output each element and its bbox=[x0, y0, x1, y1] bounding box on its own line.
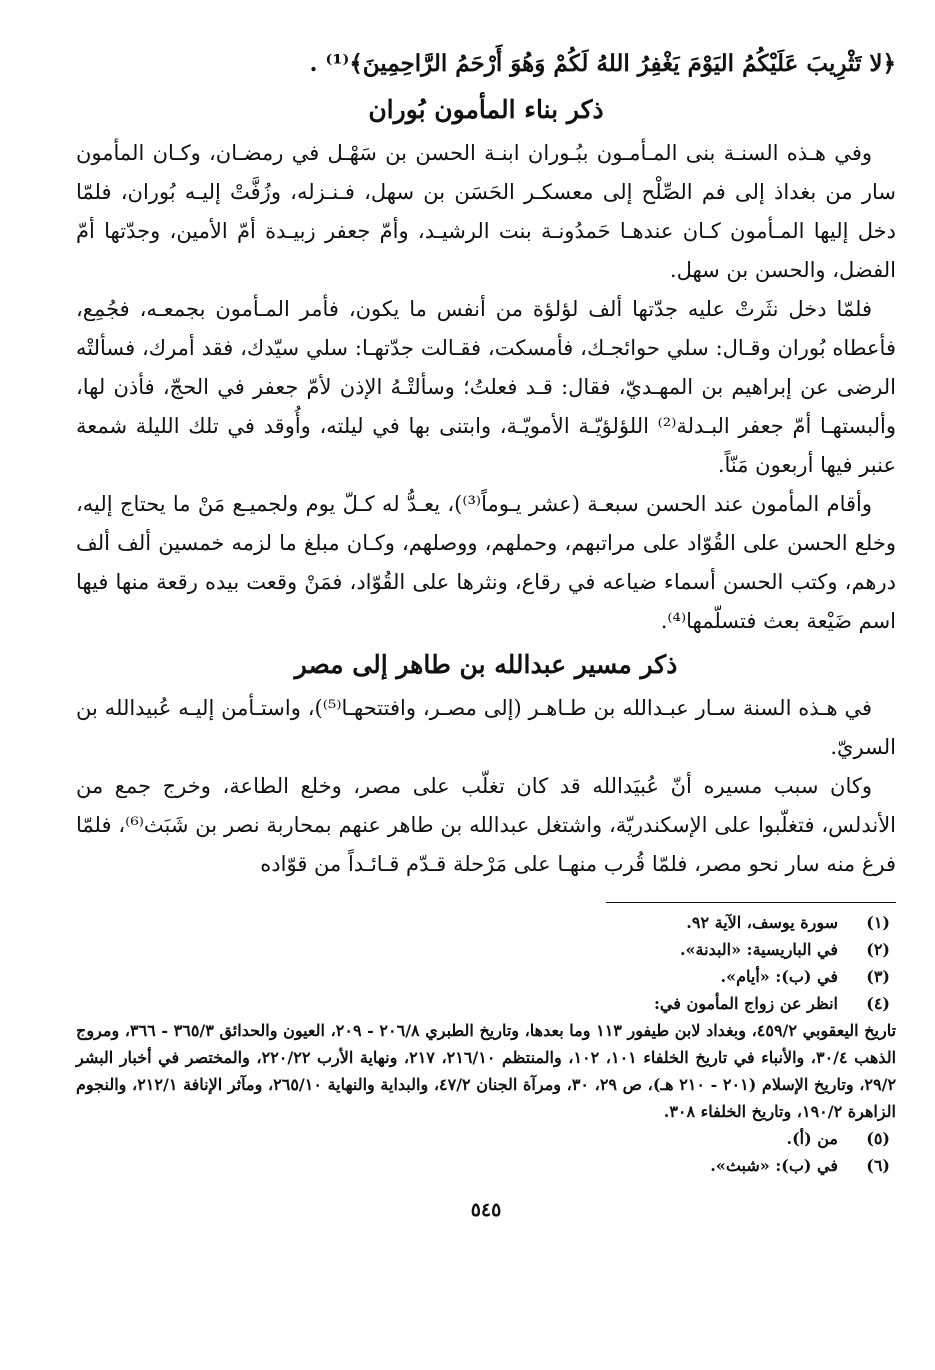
page-number: ٥٤٥ bbox=[470, 1199, 502, 1221]
section-title-egypt: ذكر مسير عبدالله بن طاهر إلى مصر bbox=[294, 650, 678, 679]
footnote-number: (٢) bbox=[866, 940, 890, 959]
footnote-item bbox=[76, 963, 896, 990]
footnote-4-references: تاريخ اليعقوبي ٤٥٩/٢، وبغداد لابن طيفور ١١٣ وما بعدها، وتاريخ الطبري ٢٠٦/٨ - ٢٠٩، العيون والحدائق ٣٦٥/٣ - ٣٦٦، ومروج الذهب ٣٠/٤، والأنباء في تاريخ الخلفاء ١٠١، ١٠٢، والمنتظم ٢١٦/١٠، ٢١٧، ونهاية الأرب ٢٢٠/٢٢، والمختصر في أخبار البشر ٢٩/٢، وتاريخ الإسلام (٢٠١ - ٢١٠ هـ)، ص ٢٩، ٣٠، ومرآة الجنان ٤٧/٢، والبداية والنهاية ٢٦٥/١٠، ومآثر الإنافة ٢١٢/١، والنجوم الزاهرة ١٩٠/٢، وتاريخ الخلفاء ٣٠٨. bbox=[76, 1021, 897, 1121]
paragraph: في هـذه السنة سـار عبـدالله بن طـاهـر (إلى مصـر، وافتتحهـا⁽⁵⁾)، واستـأمن إليـه عُبيدالله بن السريّ. bbox=[76, 696, 896, 759]
footnote-text: سورة يوسف، الآية ٩٢. bbox=[686, 913, 838, 932]
footnote-item bbox=[76, 1125, 896, 1152]
footnote-number: (٤) bbox=[866, 994, 890, 1013]
footnote-text: في الباريسية: «البدنة». bbox=[679, 940, 838, 959]
footnote-text: في (ب): «شبث». bbox=[710, 1156, 838, 1175]
book-page bbox=[76, 30, 896, 1350]
section-title-buran: ذكر بناء المأمون بُوران bbox=[368, 95, 604, 124]
footnote-number: (١) bbox=[866, 913, 890, 932]
paragraph: وفي هـذه السنـة بنى المـأمـون ببُـوران ابنـة الحسن بن سَهْـل في رمضـان، وكـان المأمون سار من بغداذ إلى فم الصِّلْح إلى معسكـر الحَسَن بن سهل، فـنـزله، وزُفَّتْ إليـه بُوران، فلمّا دخل إليها المـأمون كـان عندهـا حَمدُونـة بنت الرشيـد، وأمّ جعفر زبيـدة أمّ الأمين، وجدّتها أمّ الفضل، والحسن بن سهل. bbox=[76, 141, 896, 282]
paragraph: وأقام المأمون عند الحسن سبعـة (عشر يـوماً⁽³⁾)، يعـدُّ له كـلّ يوم ولجميـع مَنْ ما يحتاج إليه، وخلع الحسن على القُوّاد على مراتبهم، وحملهم، ووصلهم، وكـان مبلغ ما لزمه خمسين ألف ألف درهم، وكتب الحسن أسماء ضياعه في رقاع، ونثرها على القُوّاد، فمَنْ وقعت بيده رقعة منها فيها اسم ضَيْعة بعث فتسلّمها⁽⁴⁾. bbox=[76, 492, 896, 633]
footnote-text: في (ب): «أيام». bbox=[720, 967, 838, 986]
footnote-number: (٥) bbox=[866, 1129, 890, 1148]
quran-verse: ﴿لا تَثْرِيبَ عَلَيْكُمُ اليَوْمَ يَغْفِرُ اللهُ لَكُمْ وَهُوَ أَرْحَمُ الرَّاحِمِينَ﴾⁽¹⁾ . bbox=[309, 50, 896, 77]
footnote-text: انظر عن زواج المأمون في: bbox=[653, 994, 838, 1013]
footnote-number: (٣) bbox=[866, 967, 890, 986]
footnote-text: من (أ). bbox=[786, 1129, 838, 1148]
footnote-number: (٦) bbox=[866, 1156, 890, 1175]
footnote-item bbox=[76, 936, 896, 963]
paragraph: وكان سبب مسيره أنّ عُبيَدالله قد كان تغلّب على مصر، وخلع الطاعة، وخرج جمع من الأندلس، فتغلّبوا على الإسكندريّة، واشتغل عبدالله بن طاهر عنهم بمحاربة نصر بن شَبَث⁽⁶⁾، فلمّا فرغ منه سار نحو مصر، فلمّا قُرب منهـا على مَرْحلة قـدّم قـائـداً من قوّاده bbox=[76, 774, 897, 876]
paragraph: فلمّا دخل نثَرتْ عليه جدّتها ألف لؤلؤة من أنفس ما يكون، فأمر المـأمون بجمعـه، فجُمِع، فأعطاه بُوران وقـال: سلي حوائجـك، فأمسكت، فقـالت جدّتهـا: سلي سيّدك، فقد أمرك، فسألتْه الرضى عن إبراهيم بن المهـديّ، فقال: قـد فعلتُ؛ وسألتْـهُ الإذن لأمّ جعفر في الحجّ، فأذن لها، وألبستهـا أمّ جعفر البـدلة⁽²⁾ اللؤلؤيّـة الأمويّـة، وابتنى بها في ليلته، وأُوقد في تلك الليلة شمعة عنبر فيها أربعون مَنّاً. bbox=[76, 297, 896, 477]
footnote-item bbox=[76, 1152, 896, 1179]
footnote-item bbox=[76, 990, 896, 1017]
footnotes bbox=[76, 909, 896, 1179]
footnote-item bbox=[76, 909, 896, 936]
footnote-separator bbox=[606, 902, 896, 903]
